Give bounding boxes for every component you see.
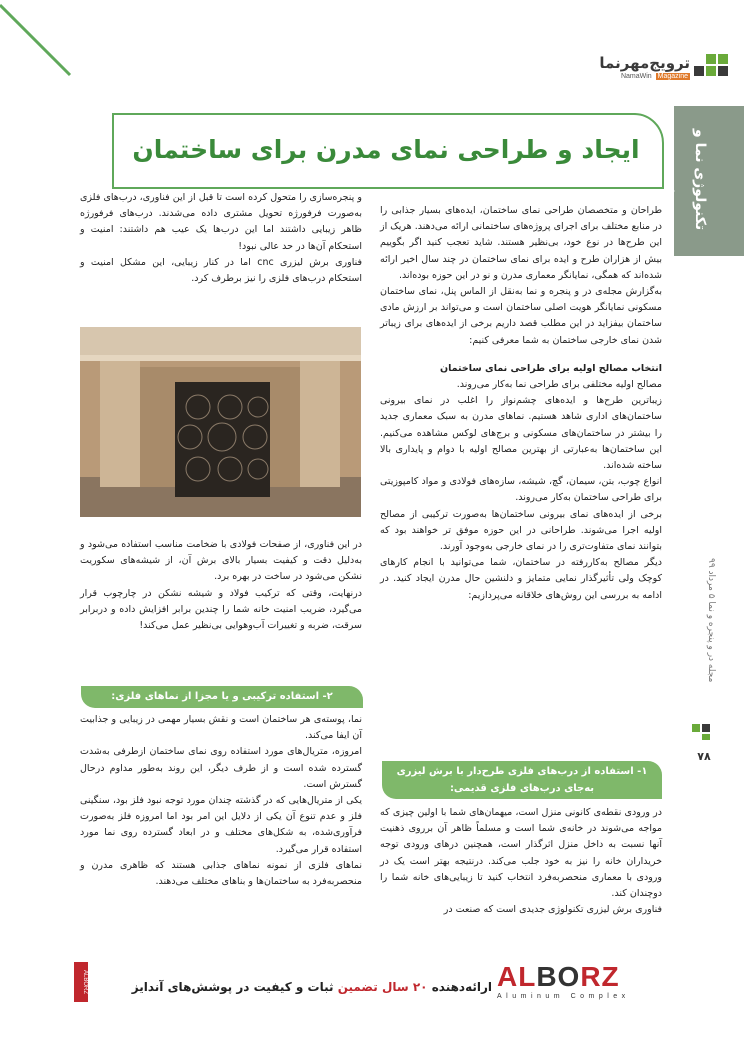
paragraph: در این فناوری، از صفحات فولادی با ضخامت مناسب استفاده می‌شود و به‌دلیل دقت و کیفیت بسیار بالای برش آن، از شیشه‌های سکوریت نشکن می‌شود در ساخت در بهره برد. xyxy=(80,539,362,583)
left-column-top xyxy=(80,190,362,287)
left-column-bottom xyxy=(80,712,362,890)
ad-text-before: ارائه‌دهنده xyxy=(431,980,492,994)
paragraph: به‌گزارش مجله‌ی در و پنجره و نما به‌نقل از الماس پنل، نمای ساختمان مسکونی نمایانگر هویت اصلی ساختمان است و می‌تواند بر ارزش مادی ساختمان بیفزاید در این مطلب قصد داریم برخی از ایده‌های برای زیباتر شدن نمای خارجی ساختمان به شما معرفی کنیم: xyxy=(380,286,662,346)
ad-highlight: ۲۰ سال تضمین xyxy=(337,980,428,994)
paragraph: و پنجره‌سازی را متحول کرده است تا قبل از این فناوری، درب‌های فلزی به‌صورت فرفورژه تحویل مشتری داده می‌شدند. درب‌های فرفورژه ظاهر زیبایی داشتند اما این درب‌ها یک عیب هم داشتند: امنیت و استحکام آن‌ها در حد عالی نبود! xyxy=(80,192,362,252)
alborz-logo xyxy=(497,962,667,1002)
page-number: ۷۸ xyxy=(697,750,711,763)
logo-magazine: Magazine xyxy=(657,73,688,80)
ad-slogan xyxy=(100,976,492,998)
ad-text-after: ثبات و کیفیت در پوشش‌های آندایز xyxy=(131,980,334,994)
alborz-word: ALBORZ xyxy=(497,961,620,992)
page-icon xyxy=(690,720,718,742)
right-column xyxy=(380,203,662,604)
left-column-middle xyxy=(80,537,362,634)
paragraph: مصالح اولیه مختلفی برای طراحی نما به‌کار می‌روند. xyxy=(456,379,662,391)
building-gate-photo xyxy=(80,327,361,517)
paragraph: فناوری برش لیزری تکنولوژی جدیدی است که صنعت در xyxy=(443,904,662,916)
page-number-box xyxy=(690,745,718,775)
logo-latin: NamaWin xyxy=(620,73,652,80)
magazine-logo xyxy=(580,55,690,85)
section-heading-box-2: ۲- استفاده ترکیبی و یا مجزا از نماهای فلزی: xyxy=(81,686,363,708)
paragraph: نماهای فلزی از نمونه نماهای جذابی هستند که ظاهری مدرن و منحصربه‌فرد به ساختمان‌ها و بناهای مختلف می‌دهند. xyxy=(80,859,362,888)
right-column-bottom xyxy=(380,805,662,918)
logo-subtitle xyxy=(580,72,690,81)
paragraph: زیباترین طرح‌ها و ایده‌های چشم‌نواز را اغلب در نمای بیرونی ساختمان‌های اداری شاهد هستیم. نماهای مدرن به سبک معماری جدید را بیشتر در ساختمان‌های مسکونی و برج‌های لوکس مشاهده می‌کنیم. این ساختمان‌ها به‌عبارتی از بهترین مصالح اولیه با دوام و پایداری بالا ساخته شده‌اند. xyxy=(380,395,662,472)
logo-text: ترویج‌مهر‌نما xyxy=(599,54,690,72)
article-title: ایجاد و طراحی نمای مدرن برای ساختمان xyxy=(132,135,640,164)
ad-vertical-tag: ALBORZ xyxy=(74,962,88,1002)
paragraph: انواع چوب، بتن، سیمان، گچ، شیشه، سازه‌های فولادی و مواد کامپوزیتی برای طراحی ساختمان به‌کار می‌روند. xyxy=(380,476,662,504)
paragraph: امروزه، متریال‌های مورد استفاده روی نمای ساختمان ازطرفی به‌شدت گسترده شده است و از طرف دیگر، این روند به‌طور مداوم درحال گسترش است. xyxy=(80,746,362,790)
side-issue-text: مجله در و پنجره و نما ۵ مرداد ۹۹ xyxy=(706,557,716,683)
alborz-subtitle: Aluminum Complex xyxy=(497,993,630,1000)
paragraph: طراحان و متخصصان طراحی نمای ساختمان، ایده‌های بسیار جذابی را در منابع مختلف برای اجرای پروژه‌های ساختمانی ارائه می‌دهند. هریک از این طرح‌ها در نوع خود، بی‌نظیر هستند. شاید تعجب کنید اگر بگوییم بیش از هزاران طرح و ایده برای نمای ساختمان در چند سال اخیر ارائه شده‌اند که همگی، نمایانگر معماری مدرن و نو در این حوزه بوده‌اند. xyxy=(380,205,662,281)
paragraph: فناوری برش لیزری cnc اما در کنار زیبایی، این مشکل امنیت و استحکام درب‌های فلزی را نیز برطرف کرد. xyxy=(80,256,363,285)
paragraph: یکی از متریال‌هایی که در گذشته چندان مورد توجه نبود فلز بود، سنگینی فلز و عدم تنوع آن یکی از دلایل این امر بود اما امروزه فلز به‌صورت فرآوری‌شده، به شکل‌های مختلف و در ابعاد گسترده روی نما مورد استفاده قرار می‌گیرد. xyxy=(80,795,362,855)
paragraph: دیگر مصالح به‌کاررفته در ساختمان، شما می‌توانید با انجام کارهای کوچک ولی تأثیرگذار نمایی متمایز و دلنشین حال مدرن ایجاد کنید. در ادامه به بررسی این روش‌های خلاقانه می‌پردازیم: xyxy=(380,557,662,601)
logo-mark-icon xyxy=(692,52,732,86)
subheading: انتخاب مصالح اولیه برای طراحی نمای ساختمان xyxy=(440,362,662,374)
paragraph: برخی از ایده‌های نمای بیرونی ساختمان‌ها به‌صورت ترکیبی از مصالح اولیه اجرا می‌شوند. طراحانی در این حوزه موفق تر خواهند بود که بتوانند نمای متفاوت‌تری را در نمای خارجی به‌وجود آورند. xyxy=(380,508,662,553)
corner-decoration xyxy=(0,0,120,80)
paragraph: درنهایت، وقتی که ترکیب فولاد و شیشه نشکن در چارچوب قرار می‌گیرد، ضریب امنیت خانه شما را چندین برابر افزایش داده و دربرابر سرقت، ضربه و تغییرات آب‌وهوایی بی‌نظیر عمل می‌کند! xyxy=(80,587,362,632)
paragraph: در ورودی نقطه‌ی کانونی منزل است، میهمان‌های شما با اولین چیزی که مواجه می‌شوند در خانه‌ی شما است و مسلماً ظاهر آن برروی ذهنیت آنها نسبت به داخل منزل اثرگذار است، همچنین درهای ورودی توجه خریداران خانه را نیز به خود جلب می‌کند. درنتیجه بهتر است یک در ورودی با معماری منحصربه‌فرد انتخاب کنید تا زیبایی‌های خانه شما را دوچندان کند. xyxy=(380,807,662,900)
section-heading-box-1: ۱- استفاده از درب‌های فلزی طرح‌دار با برش لیزری به‌جای درب‌های فلزی قدیمی: xyxy=(382,761,662,799)
section-label: تکنولوژی نما و پنجره xyxy=(664,129,708,231)
paragraph: نما، پوسته‌ی هر ساختمان است و نقش بسیار مهمی در زیبایی و جذابیت آن ایفا می‌کند. xyxy=(80,714,362,742)
